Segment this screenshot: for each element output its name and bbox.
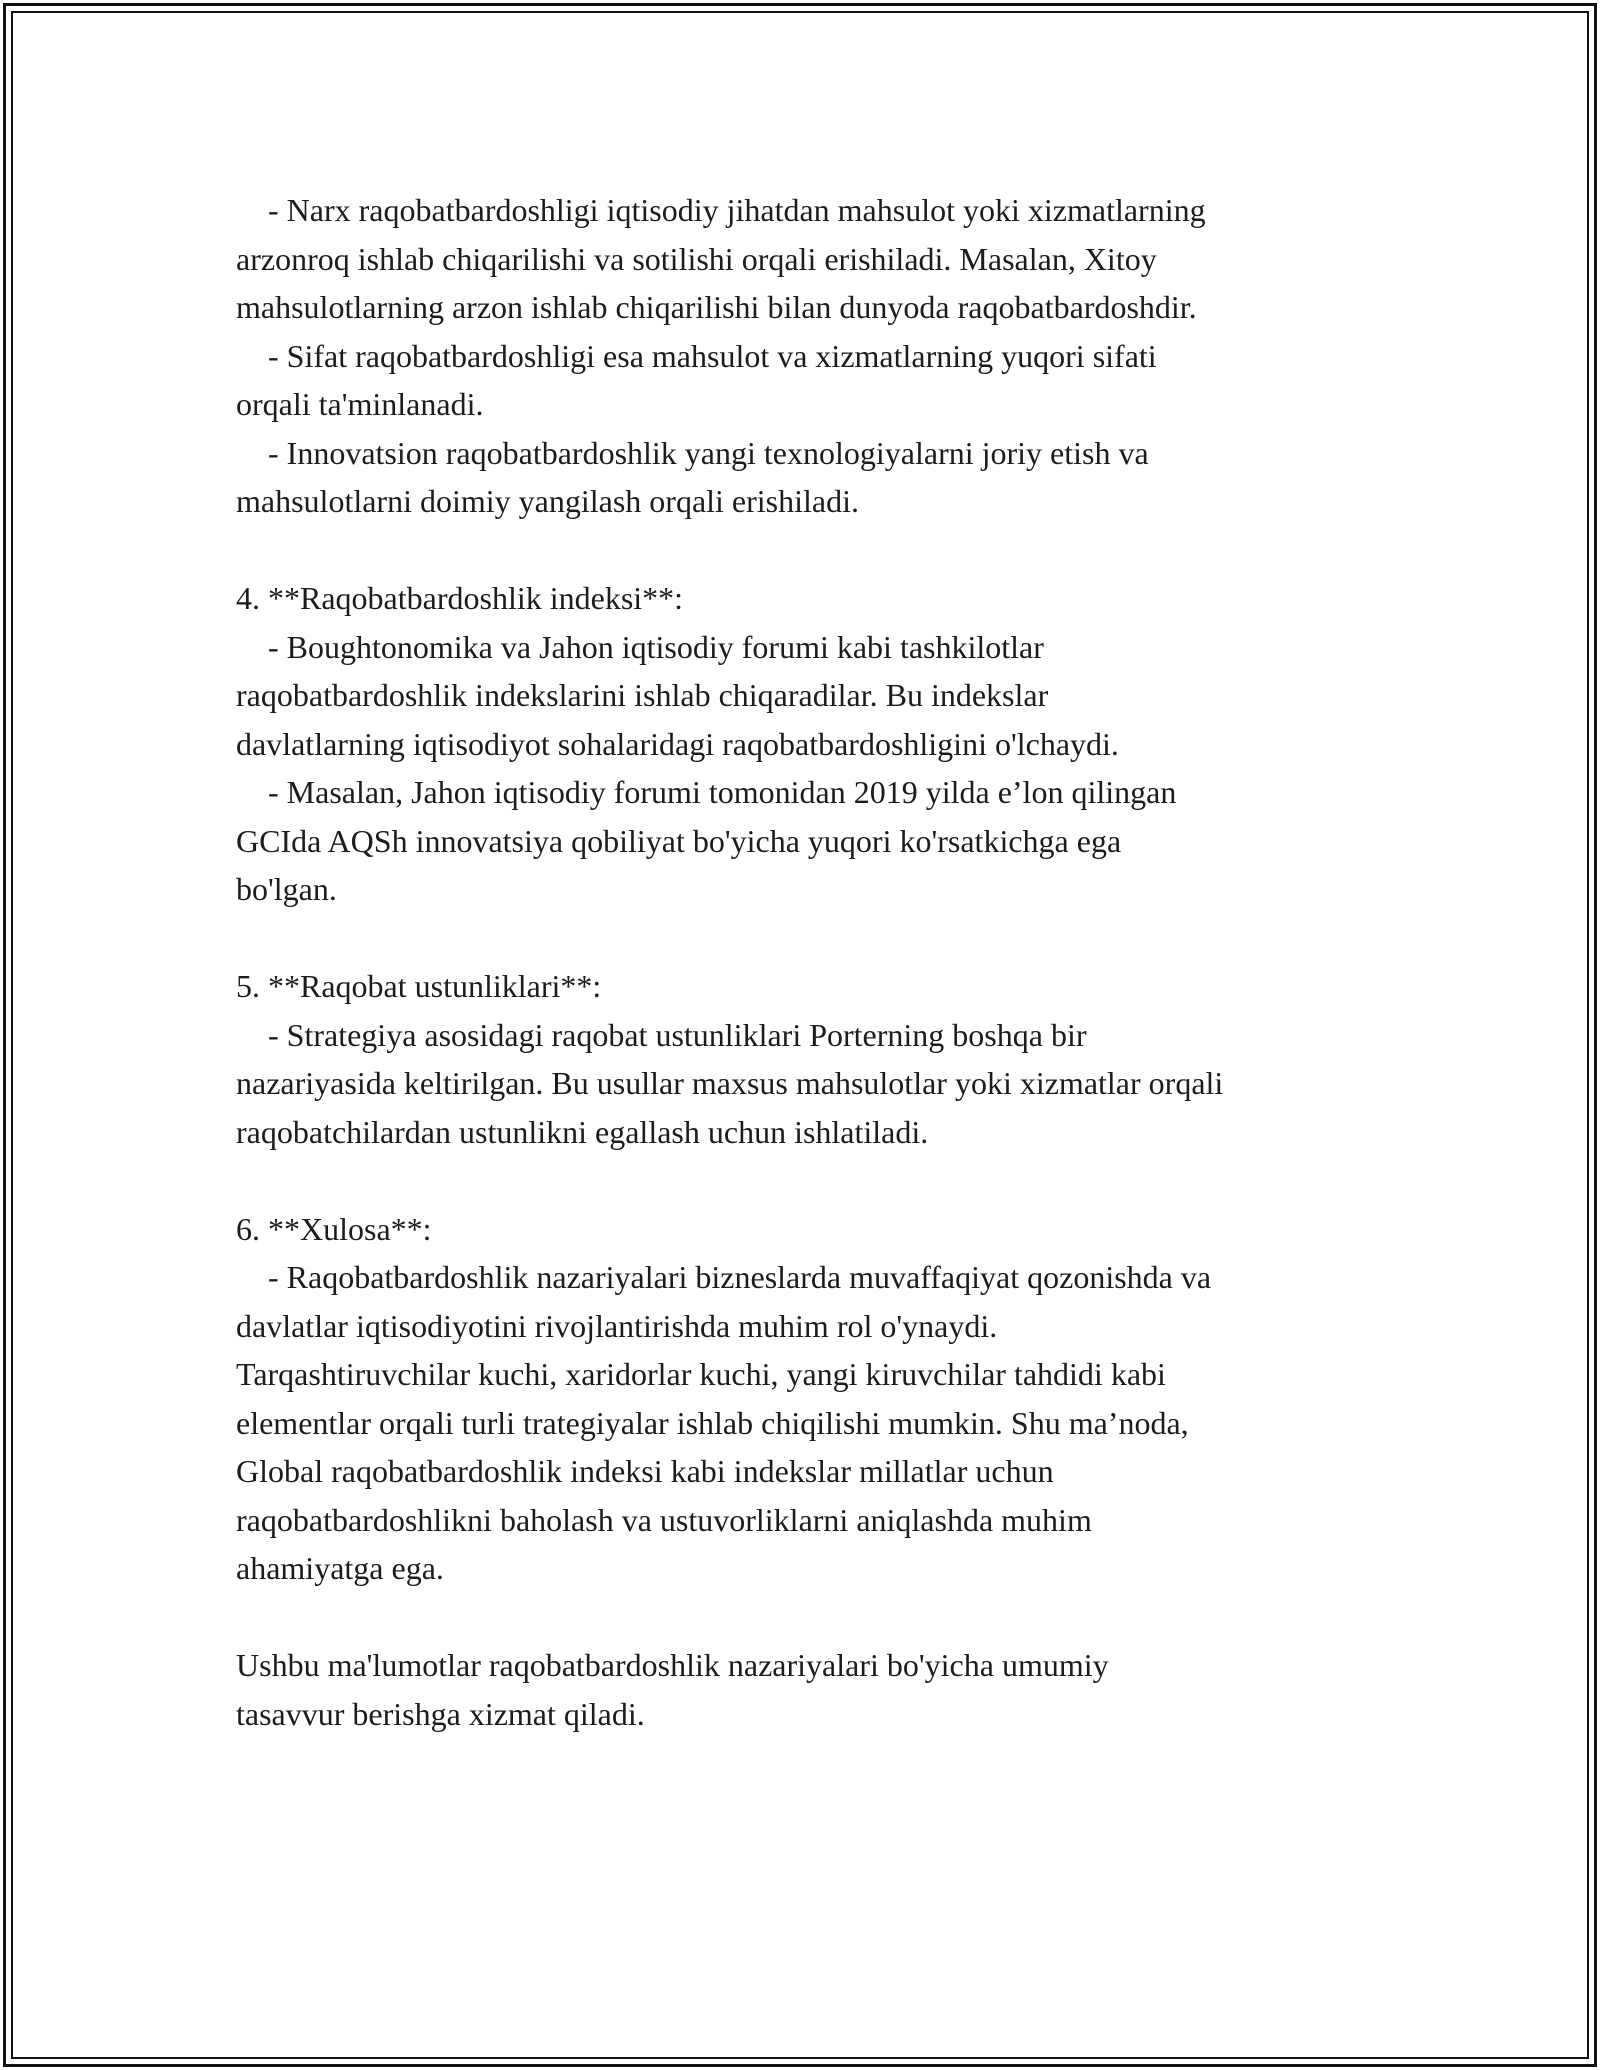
text-line: ahamiyatga ega.	[236, 1550, 444, 1586]
text-line: - Narx raqobatbardoshligi iqtisodiy jihatdan mahsulot yoki xizmatlarning	[236, 192, 1206, 228]
text-line: - Masalan, Jahon iqtisodiy forumi tomonidan 2019 yilda e’lon qilingan	[236, 774, 1177, 810]
text-line: nazariyasida keltirilgan. Bu usullar maxsus mahsulotlar yoki xizmatlar orqali	[236, 1065, 1224, 1101]
text-line: arzonroq ishlab chiqarilishi va sotilishi orqali erishiladi. Masalan, Xitoy	[236, 240, 1157, 277]
section-heading: 5. **Raqobat ustunliklari**:	[236, 968, 602, 1004]
blank-line	[236, 526, 1376, 575]
section-heading: 4. **Raqobatbardoshlik indeksi**:	[236, 580, 684, 616]
text-line: mahsulotlarni doimiy yangilash orqali erishiladi.	[236, 483, 859, 519]
text-line: raqobatchilardan ustunlikni egallash uchun ishlatiladi.	[236, 1113, 929, 1150]
blank-line	[236, 1593, 1376, 1642]
text-line: elementlar orqali turli trategiyalar ishlab chiqilishi mumkin. Shu ma’noda,	[236, 1404, 1189, 1441]
text-line: - Raqobatbardoshlik nazariyalari bizneslarda muvaffaqiyat qozonishda va	[236, 1259, 1212, 1295]
text-line: Tarqashtiruvchilar kuchi, xaridorlar kuchi, yangi kiruvchilar tahdidi kabi	[236, 1356, 1166, 1392]
text-line: raqobatbardoshlikni baholash va ustuvorliklarni aniqlashda muhim	[236, 1501, 1092, 1538]
text-line: davlatlar iqtisodiyotini rivojlantirishda muhim rol o'ynaydi.	[236, 1307, 998, 1344]
text-line: bo'lgan.	[236, 871, 337, 907]
blank-line	[236, 914, 1376, 963]
text-line: raqobatbardoshlik indekslarini ishlab chiqaradilar. Bu indekslar	[236, 677, 1049, 713]
text-line: - Sifat raqobatbardoshligi esa mahsulot va xizmatlarning yuqori sifati	[236, 337, 1157, 374]
text-line: Global raqobatbardoshlik indeksi kabi indekslar millatlar uchun	[236, 1453, 1054, 1489]
closing-text-line: tasavvur berishga xizmat qiladi.	[236, 1695, 645, 1732]
text-line: - Strategiya asosidagi raqobat ustunliklari Porterning boshqa bir	[236, 1016, 1087, 1053]
closing-text-line: Ushbu ma'lumotlar raqobatbardoshlik nazariyalari bo'yicha umumiy	[236, 1647, 1109, 1683]
section-heading: 6. **Xulosa**:	[236, 1210, 432, 1247]
text-line: mahsulotlarning arzon ishlab chiqarilishi bilan dunyoda raqobatbardoshdir.	[236, 289, 1197, 325]
text-line: davlatlarning iqtisodiyot sohalaridagi raqobatbardoshligini o'lchaydi.	[236, 725, 1119, 762]
text-line: - Innovatsion raqobatbardoshlik yangi texnologiyalarni joriy etish va	[236, 434, 1149, 471]
text-line: - Boughtonomika va Jahon iqtisodiy forumi kabi tashkilotlar	[236, 628, 1044, 665]
text-line: orqali ta'minlanadi.	[236, 386, 484, 422]
document-body	[236, 186, 1376, 1738]
blank-line	[236, 1156, 1376, 1205]
text-line: GCIda AQSh innovatsiya qobiliyat bo'yicha yuqori ko'rsatkichga ega	[236, 822, 1122, 859]
